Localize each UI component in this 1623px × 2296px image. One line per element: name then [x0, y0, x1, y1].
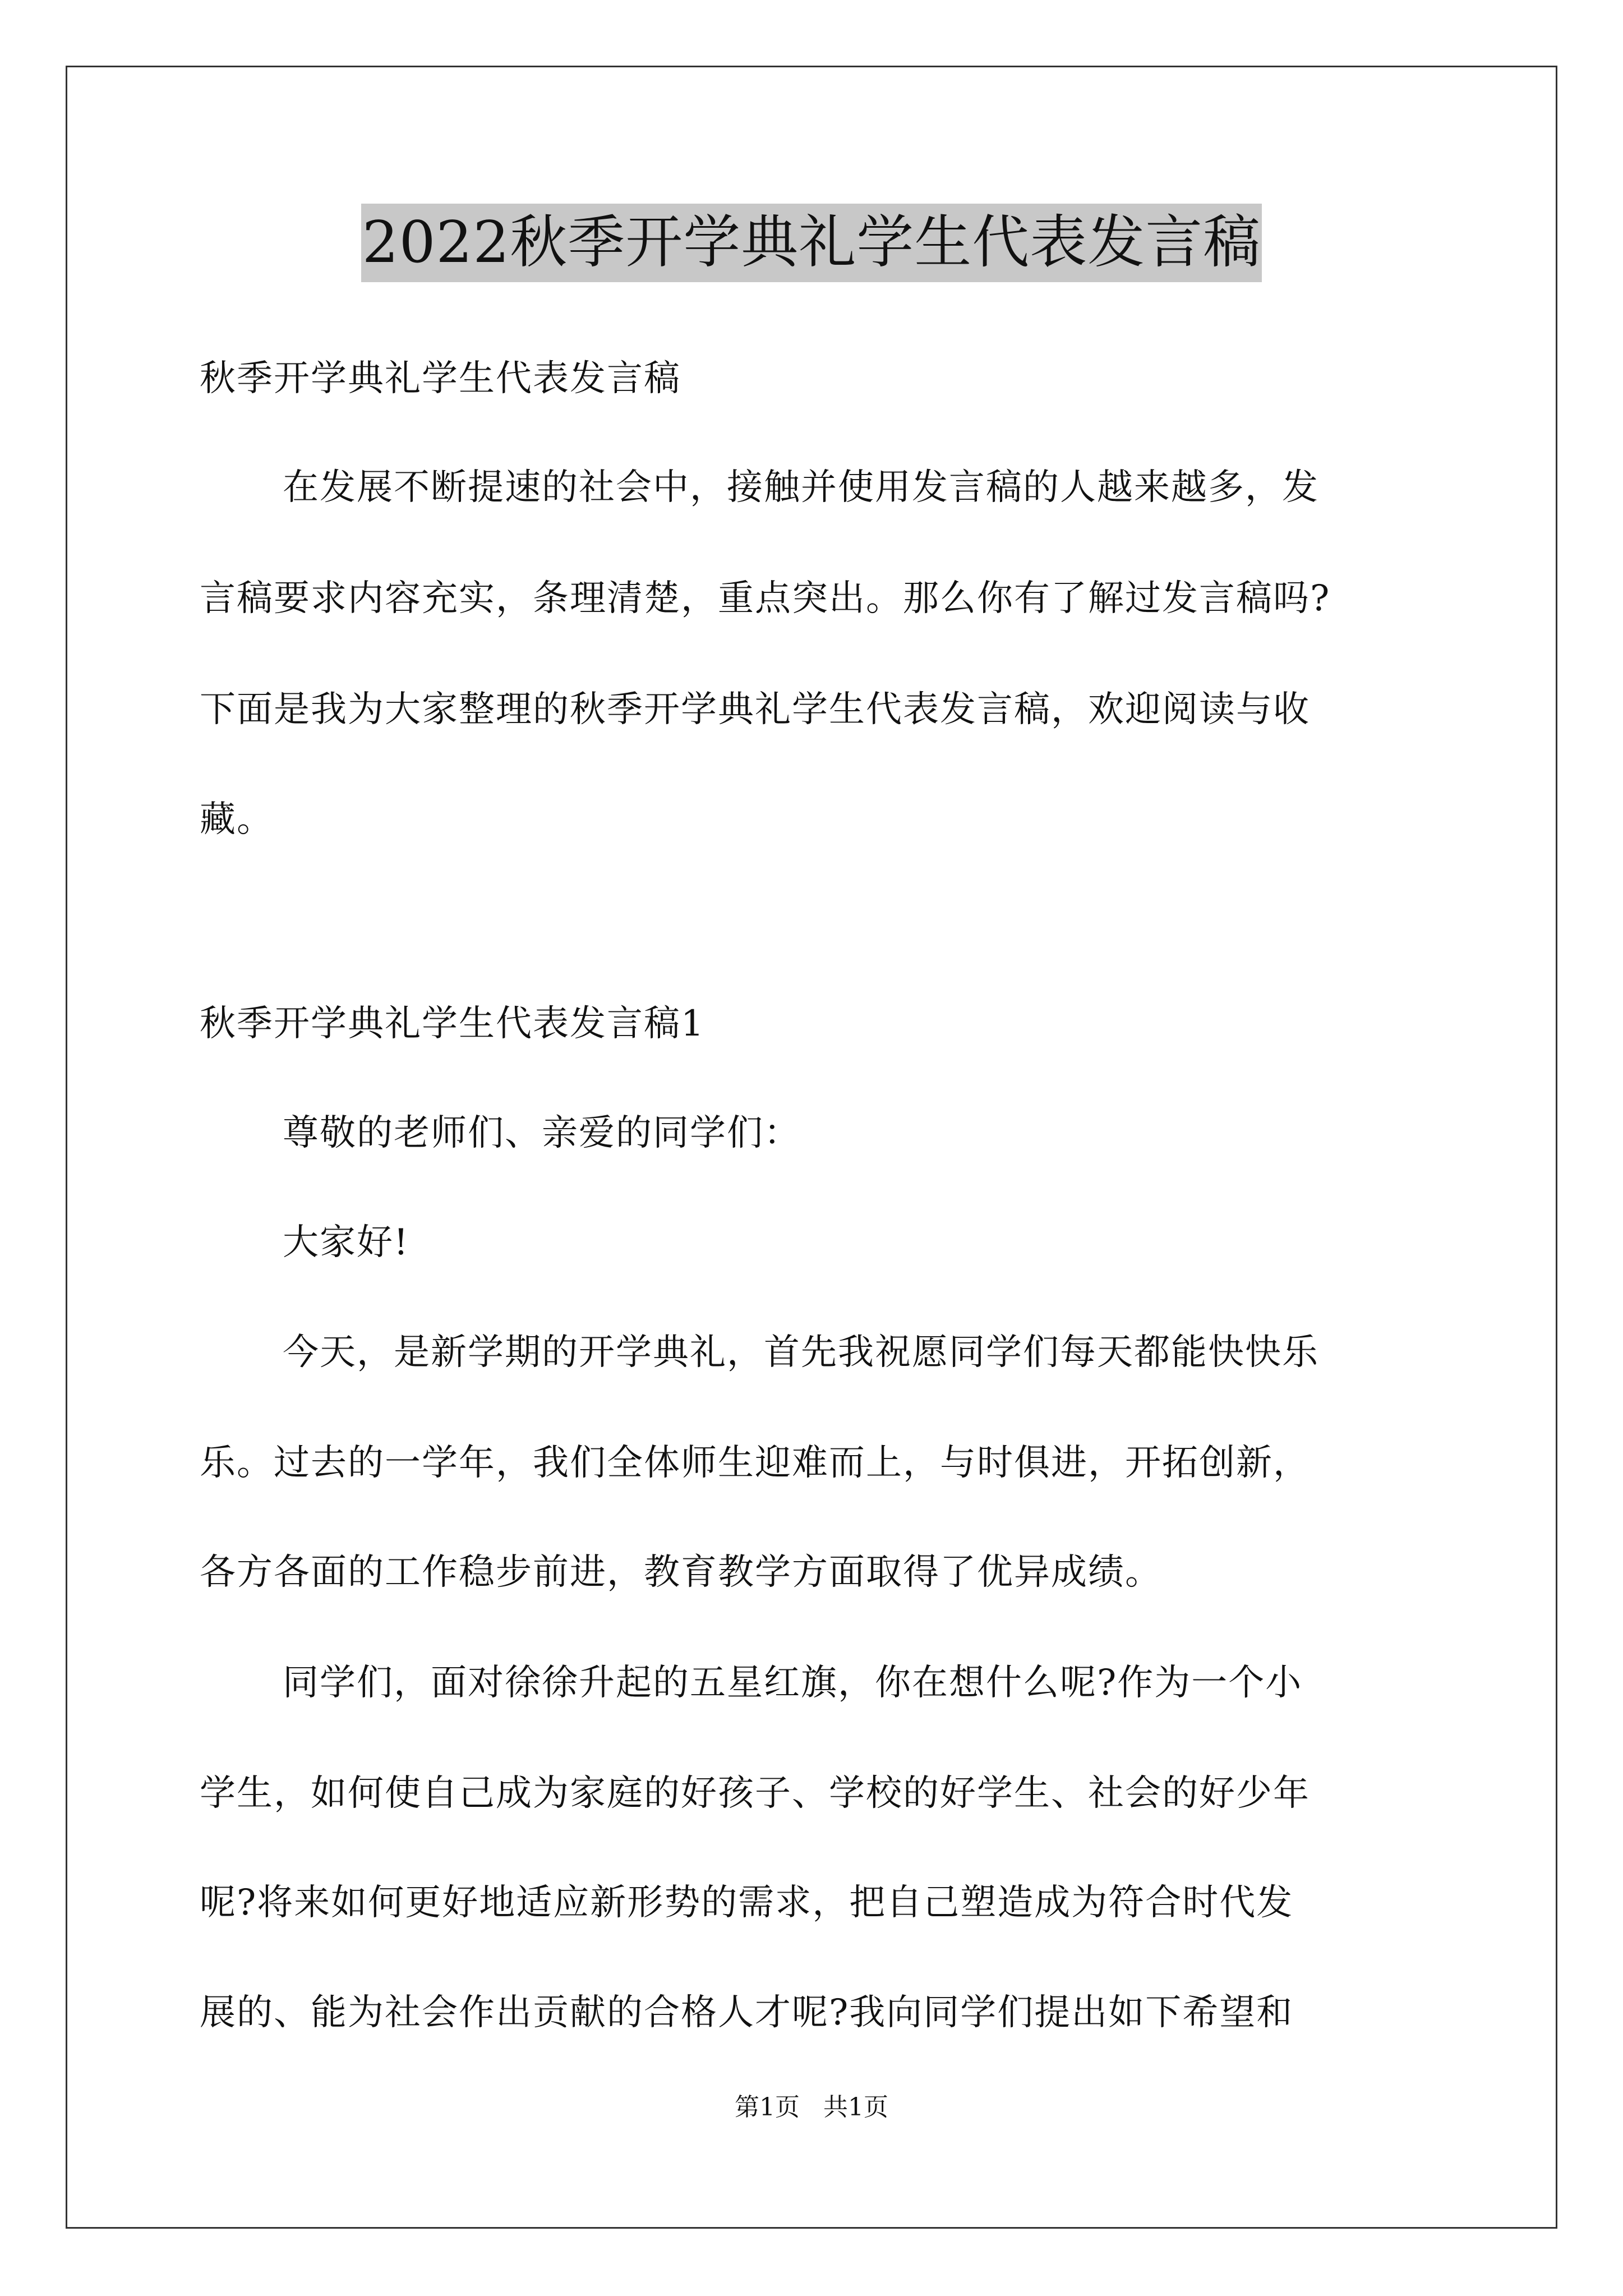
- para1-line-1: 今天，是新学期的开学典礼，首先我祝愿同学们每天都能快快乐: [283, 1332, 1319, 1373]
- greeting: 尊敬的老师们、亲爱的同学们：: [283, 1112, 801, 1154]
- para2-line-4: 展的、能为社会作出贡献的合格人才呢?我向同学们提出如下希望和: [200, 1992, 1294, 2033]
- para2-line-1: 同学们，面对徐徐升起的五星红旗，你在想什么呢?作为一个小: [283, 1662, 1303, 1704]
- intro-line-1: 在发展不断提速的社会中，接触并使用发言稿的人越来越多，发: [283, 467, 1319, 508]
- hello: 大家好!: [283, 1222, 409, 1263]
- subtitle: 秋季开学典礼学生代表发言稿: [200, 358, 681, 399]
- para2-line-3: 呢?将来如何更好地适应新形势的需求，把自己塑造成为符合时代发: [200, 1882, 1294, 1924]
- intro-line-3: 下面是我为大家整理的秋季开学典礼学生代表发言稿，欢迎阅读与收: [200, 689, 1310, 730]
- para1-line-3: 各方各面的工作稳步前进，教育教学方面取得了优异成绩。: [200, 1552, 1162, 1593]
- intro-line-4: 藏。: [200, 799, 274, 840]
- para1-line-2: 乐。过去的一学年，我们全体师生迎难而上，与时俱进，开拓创新，: [200, 1442, 1310, 1484]
- para2-line-2: 学生，如何使自己成为家庭的好孩子、学校的好学生、社会的好少年: [200, 1773, 1310, 1814]
- intro-line-2: 言稿要求内容充实，条理清楚，重点突出。那么你有了解过发言稿吗?: [200, 578, 1331, 619]
- section-heading: 秋季开学典礼学生代表发言稿1: [200, 1003, 705, 1045]
- document-title: 2022秋季开学典礼学生代表发言稿: [361, 204, 1262, 282]
- title-container: [0, 204, 1623, 282]
- page-footer: 第1页 共1页: [735, 2093, 888, 2122]
